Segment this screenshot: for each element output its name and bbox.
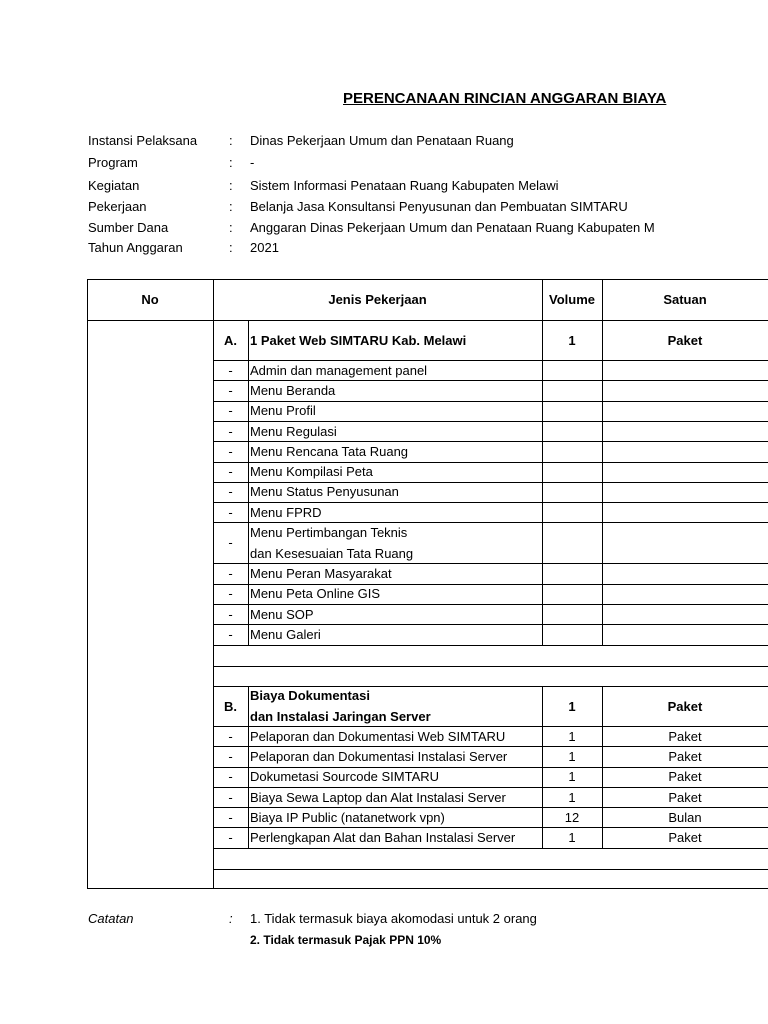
item-bullet: - [228, 769, 233, 785]
table-rule [542, 522, 543, 564]
table-rule [213, 848, 768, 849]
table-rule [248, 502, 249, 523]
meta-colon: : [229, 199, 233, 214]
table-rule [542, 787, 543, 808]
note-item-2: 2. Tidak termasuk Pajak PPN 10% [250, 933, 442, 947]
table-rule [542, 827, 543, 849]
item-description: Menu Profil [250, 403, 316, 419]
table-rule [248, 686, 249, 727]
table-rule [248, 441, 249, 463]
item-description: Perlengkapan Alat dan Bahan Instalasi Server [250, 830, 516, 846]
item-description: Menu Kompilasi Peta [250, 464, 373, 480]
item-volume: 1 [568, 789, 576, 805]
header-jenis-pekerjaan: Jenis Pekerjaan [328, 292, 427, 307]
item-bullet: - [228, 830, 233, 846]
item-satuan: Paket [668, 789, 702, 805]
table-rule [213, 645, 768, 646]
item-satuan [602, 441, 768, 461]
header-no: No [141, 292, 159, 307]
item-description-line: dan Kesesuaian Tata Ruang [250, 545, 414, 561]
item-satuan [602, 563, 768, 583]
table-rule [542, 563, 543, 585]
notes-colon: : [229, 911, 233, 926]
item-volume [542, 584, 602, 604]
section-a-name: 1 Paket Web SIMTARU Kab. Melawi [250, 332, 467, 348]
table-rule [602, 746, 603, 768]
meta-value: - [250, 155, 255, 170]
table-rule [602, 462, 603, 483]
table-rule [602, 827, 603, 849]
item-description: Biaya IP Public (natanetwork vpn) [250, 809, 445, 825]
item-bullet: - [228, 789, 233, 805]
table-rule [602, 522, 603, 564]
meta-value: Dinas Pekerjaan Umum dan Penataan Ruang [250, 133, 514, 148]
table-rule [248, 462, 249, 483]
item-description: Menu Galeri [250, 626, 321, 642]
meta-label: Kegiatan [88, 178, 140, 193]
item-description: Menu Rencana Tata Ruang [250, 443, 409, 459]
table-rule [602, 726, 603, 747]
item-satuan: Bulan [668, 809, 702, 825]
table-rule [602, 401, 603, 422]
table-rule [602, 360, 603, 381]
meta-colon: : [229, 133, 233, 148]
item-volume [542, 624, 602, 644]
table-rule [248, 522, 249, 564]
item-description: Menu FPRD [250, 504, 322, 520]
section-a-satuan: Paket [667, 332, 703, 348]
item-satuan [602, 482, 768, 502]
meta-label: Pekerjaan [88, 199, 147, 214]
table-rule [213, 279, 214, 321]
item-bullet: - [228, 566, 233, 582]
item-bullet: - [228, 423, 233, 439]
item-volume [542, 563, 602, 583]
table-rule [602, 320, 603, 361]
item-description: Dokumetasi Sourcode SIMTARU [250, 769, 440, 785]
table-rule [542, 279, 543, 321]
item-volume [542, 522, 602, 563]
section-b-volume: 1 [568, 698, 576, 714]
table-rule [542, 604, 543, 625]
table-rule [542, 380, 543, 402]
meta-colon: : [229, 240, 233, 255]
table-rule [248, 624, 249, 646]
meta-label: Instansi Pelaksana [88, 133, 198, 148]
table-rule [542, 502, 543, 523]
item-satuan: Paket [668, 830, 702, 846]
item-description: Admin dan management panel [250, 362, 428, 378]
item-description: Menu Peta Online GIS [250, 586, 381, 602]
table-rule [87, 888, 768, 889]
table-rule [248, 746, 249, 768]
item-bullet: - [228, 443, 233, 459]
section-b-name-line: dan Instalasi Jaringan Server [250, 709, 431, 724]
table-rule [542, 584, 543, 605]
table-rule [248, 767, 249, 788]
meta-colon: : [229, 178, 233, 193]
table-rule [248, 482, 249, 503]
table-rule [248, 421, 249, 442]
item-description: Menu Beranda [250, 382, 336, 398]
item-bullet: - [228, 362, 233, 378]
item-volume [542, 421, 602, 441]
item-volume: 1 [568, 830, 576, 846]
item-description-line: Menu Pertimbangan Teknis [250, 524, 408, 540]
item-description: Menu Peran Masyarakat [250, 566, 392, 582]
table-rule [248, 807, 249, 828]
table-rule [542, 401, 543, 422]
table-rule [248, 726, 249, 747]
meta-value: 2021 [250, 240, 279, 255]
item-bullet: - [228, 748, 233, 764]
item-bullet: - [228, 586, 233, 602]
item-satuan [602, 624, 768, 644]
budget-table [87, 279, 768, 889]
item-bullet: - [228, 382, 233, 398]
item-volume [542, 502, 602, 522]
item-bullet: - [228, 504, 233, 520]
meta-value: Sistem Informasi Penataan Ruang Kabupaten Melawi [250, 178, 559, 193]
item-description: Menu Regulasi [250, 423, 337, 439]
meta-label: Program [88, 155, 138, 170]
item-bullet: - [228, 809, 233, 825]
table-rule [542, 686, 543, 727]
meta-value: Belanja Jasa Konsultansi Penyusunan dan Pembuatan SIMTARU [250, 199, 628, 214]
item-satuan [602, 584, 768, 604]
table-rule [602, 279, 603, 321]
table-rule [542, 462, 543, 483]
meta-colon: : [229, 155, 233, 170]
item-volume [542, 380, 602, 400]
table-rule [248, 604, 249, 625]
item-description: Biaya Sewa Laptop dan Alat Instalasi Server [250, 789, 506, 805]
item-volume [542, 441, 602, 461]
item-satuan: Paket [668, 748, 702, 764]
item-satuan [602, 462, 768, 482]
table-rule [248, 584, 249, 605]
table-rule [542, 421, 543, 442]
section-b-code: B. [224, 698, 237, 714]
item-volume [542, 360, 602, 380]
item-satuan: Paket [668, 769, 702, 785]
item-bullet: - [228, 403, 233, 419]
table-rule [602, 604, 603, 625]
table-rule [602, 624, 603, 646]
item-description: Pelaporan dan Dokumentasi Instalasi Server [250, 748, 508, 764]
table-rule [602, 787, 603, 808]
table-rule [213, 869, 768, 870]
item-satuan [602, 401, 768, 421]
section-b-satuan: Paket [667, 698, 703, 714]
item-volume: 1 [568, 748, 576, 764]
table-rule [542, 726, 543, 747]
item-volume: 12 [564, 809, 580, 825]
item-satuan [602, 522, 768, 563]
table-rule [602, 380, 603, 402]
table-rule [602, 482, 603, 503]
header-satuan: Satuan [663, 292, 707, 307]
section-b-name-line: Biaya Dokumentasi [250, 688, 370, 703]
table-rule [602, 502, 603, 523]
meta-value: Anggaran Dinas Pekerjaan Umum dan Penataan Ruang Kabupaten M [250, 220, 655, 235]
meta-label: Tahun Anggaran [88, 240, 183, 255]
section-a-volume: 1 [568, 332, 576, 348]
table-rule [248, 380, 249, 402]
table-rule [602, 584, 603, 605]
table-rule [87, 279, 88, 889]
item-volume [542, 401, 602, 421]
table-rule [542, 320, 543, 361]
item-volume: 1 [568, 728, 576, 744]
table-rule [248, 827, 249, 849]
meta-label: Sumber Dana [88, 220, 169, 235]
table-rule [248, 360, 249, 381]
item-satuan [602, 502, 768, 522]
table-rule [542, 746, 543, 768]
item-volume [542, 482, 602, 502]
item-bullet: - [228, 464, 233, 480]
item-satuan [602, 604, 768, 624]
table-rule [213, 666, 768, 667]
meta-colon: : [229, 220, 233, 235]
item-satuan: Paket [668, 728, 702, 744]
item-description: Pelaporan dan Dokumentasi Web SIMTARU [250, 728, 506, 744]
table-rule [602, 563, 603, 585]
item-description: Menu Status Penyusunan [250, 484, 399, 500]
section-a-code: A. [224, 332, 237, 348]
table-rule [542, 807, 543, 828]
table-rule [542, 767, 543, 788]
item-satuan [602, 360, 768, 380]
table-rule [248, 787, 249, 808]
item-volume: 1 [568, 769, 576, 785]
table-rule [248, 563, 249, 585]
item-satuan [602, 421, 768, 441]
item-description: Menu SOP [250, 606, 314, 622]
document-title: PERENCANAAN RINCIAN ANGGARAN BIAYA [343, 90, 667, 107]
table-rule [602, 767, 603, 788]
item-satuan [602, 380, 768, 400]
section-b-name [250, 686, 542, 726]
item-volume [542, 604, 602, 624]
table-rule [248, 320, 249, 361]
table-rule [602, 421, 603, 442]
table-rule [542, 360, 543, 381]
item-volume [542, 462, 602, 482]
table-rule [602, 686, 603, 727]
item-bullet: - [228, 626, 233, 642]
table-rule [248, 401, 249, 422]
table-rule [213, 320, 214, 889]
item-bullet: - [228, 535, 233, 551]
item-bullet: - [228, 484, 233, 500]
header-volume: Volume [549, 292, 595, 307]
notes-label: Catatan [88, 911, 134, 926]
table-rule [602, 807, 603, 828]
item-bullet: - [228, 606, 233, 622]
item-description [250, 522, 542, 563]
table-rule [542, 482, 543, 503]
note-item-1: 1. Tidak termasuk biaya akomodasi untuk 2 orang [250, 911, 537, 926]
table-rule [542, 624, 543, 646]
item-bullet: - [228, 728, 233, 744]
table-rule [602, 441, 603, 463]
table-rule [542, 441, 543, 463]
